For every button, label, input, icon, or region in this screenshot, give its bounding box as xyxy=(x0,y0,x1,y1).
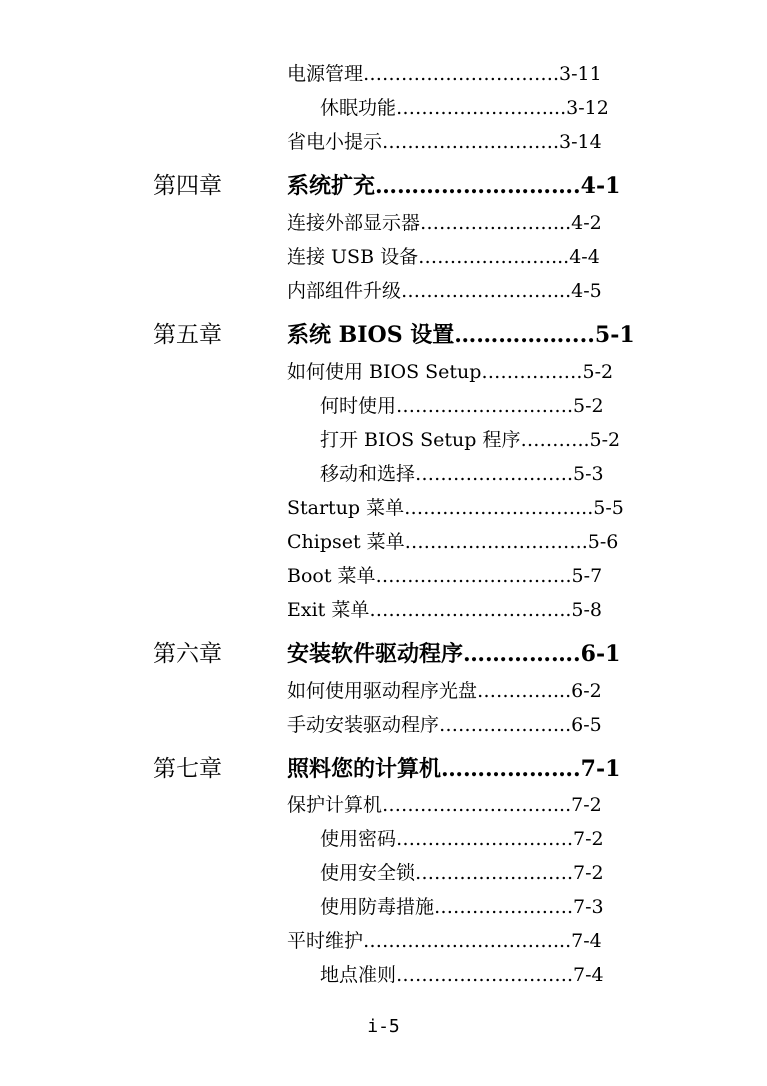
toc-row xyxy=(0,355,767,389)
toc-subentry[interactable]: 休眠功能……………………...3-12 xyxy=(320,97,609,119)
toc-entry[interactable]: 连接 USB 设备…………………...4-4 xyxy=(287,246,600,268)
toc-entry[interactable]: Chipset 菜单………………………..5-6 xyxy=(287,531,619,553)
toc-row xyxy=(0,924,767,958)
toc-row xyxy=(0,674,767,708)
toc-subentry[interactable]: 使用防毒措施………………….7-3 xyxy=(320,896,604,918)
chapter-title[interactable]: 安装软件驱动程序…………….6-1 xyxy=(287,641,621,667)
toc-subentry[interactable]: 打开 BIOS Setup 程序………..5-2 xyxy=(320,429,621,451)
toc-row xyxy=(0,822,767,856)
toc-entry[interactable]: 保护计算机………………………...7-2 xyxy=(287,794,602,816)
chapter-label: 第五章 xyxy=(153,322,222,348)
toc-row xyxy=(0,491,767,525)
toc-chapter-row xyxy=(0,637,767,671)
chapter-label: 第七章 xyxy=(153,756,222,782)
toc-entry[interactable]: 平时维护…………………………...7-4 xyxy=(287,930,602,952)
toc-entry[interactable]: Exit 菜单…………………………..5-8 xyxy=(287,599,603,621)
toc-entry[interactable]: Startup 菜单………………………...5-5 xyxy=(287,497,624,519)
toc-entry[interactable]: 内部组件升级……………………...4-5 xyxy=(287,280,602,302)
toc-row xyxy=(0,57,767,91)
toc-row xyxy=(0,708,767,742)
toc-row xyxy=(0,788,767,822)
toc-row xyxy=(0,206,767,240)
toc-subentry[interactable]: 移动和选择…………………….5-3 xyxy=(320,463,604,485)
chapter-title[interactable]: 系统扩充……………………….4-1 xyxy=(287,173,621,199)
toc-row xyxy=(0,593,767,627)
toc-entry[interactable]: 如何使用驱动程序光盘…………...6-2 xyxy=(287,680,602,702)
toc-row xyxy=(0,91,767,125)
toc-row xyxy=(0,457,767,491)
chapter-title[interactable]: 系统 BIOS 设置……………....5-1 xyxy=(287,322,635,348)
toc-row xyxy=(0,856,767,890)
toc-row xyxy=(0,125,767,159)
toc-row xyxy=(0,890,767,924)
toc-row xyxy=(0,274,767,308)
chapter-title[interactable]: 照料您的计算机……………….7-1 xyxy=(287,756,621,782)
toc-chapter-row xyxy=(0,318,767,352)
toc-subentry[interactable]: 使用安全锁…………………….7-2 xyxy=(320,862,604,884)
toc-row xyxy=(0,389,767,423)
toc-entry[interactable]: Boot 菜单………………………….5-7 xyxy=(287,565,603,587)
toc-row xyxy=(0,240,767,274)
toc-entry[interactable]: 连接外部显示器…………………...4-2 xyxy=(287,212,602,234)
toc-row xyxy=(0,958,767,992)
toc-entry[interactable]: 手动安装驱动程序………………...6-5 xyxy=(287,714,602,736)
toc-row xyxy=(0,559,767,593)
toc-entry[interactable]: 省电小提示……………………….3-14 xyxy=(287,131,602,153)
toc-subentry[interactable]: 何时使用……………………….5-2 xyxy=(320,395,604,417)
toc-chapter-row xyxy=(0,752,767,786)
toc-chapter-row xyxy=(0,169,767,203)
toc-row xyxy=(0,423,767,457)
toc-subentry[interactable]: 地点准则……………………….7-4 xyxy=(320,964,604,986)
toc-subentry[interactable]: 使用密码……………………….7-2 xyxy=(320,828,604,850)
chapter-label: 第四章 xyxy=(153,173,222,199)
toc-entry[interactable]: 电源管理………………………….3-11 xyxy=(287,63,602,85)
page-number: i-5 xyxy=(367,1016,400,1037)
toc-row xyxy=(0,525,767,559)
chapter-label: 第六章 xyxy=(153,641,222,667)
toc-entry[interactable]: 如何使用 BIOS Setup…………….5-2 xyxy=(287,361,614,383)
